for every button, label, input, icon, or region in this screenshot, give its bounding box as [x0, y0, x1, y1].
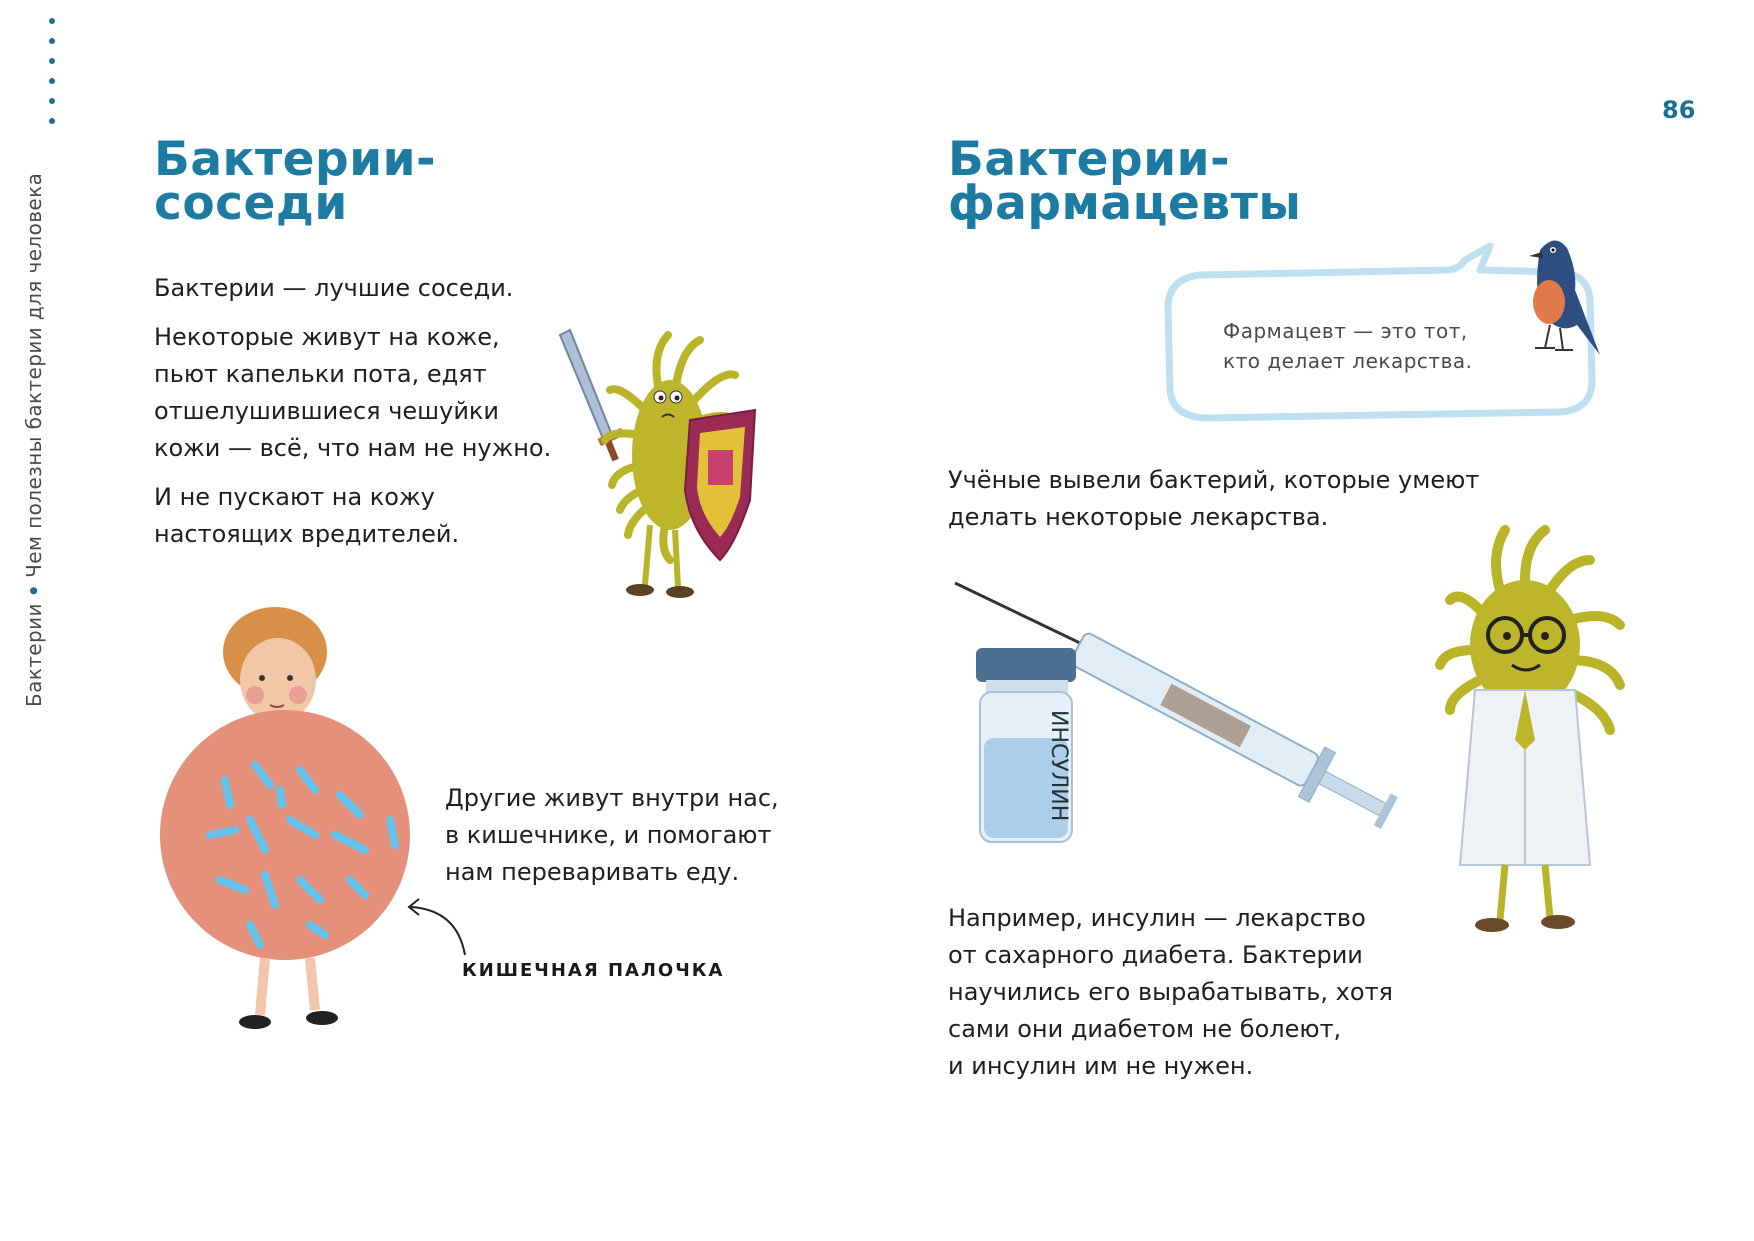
running-head-section: Бактерии	[22, 603, 46, 707]
running-head-chapter: Чем полезны бактерии для человека	[22, 172, 46, 578]
left-title-line-2: соседи	[154, 176, 348, 231]
left-paragraph-1: Бактерии — лучшие соседи.	[154, 274, 514, 302]
vial-label: ИНСУЛИН	[1046, 710, 1071, 822]
ecoli-caption: КИШЕЧНАЯ ПАЛОЧКА	[462, 960, 725, 981]
bubble-text: Фармацевт — это тот, кто делает лекарства.	[1223, 319, 1473, 373]
insulin-vial-icon	[972, 648, 1082, 848]
left-paragraph-2: Некоторые живут на коже, пьют капельки пота, едят отшелушившиеся чешуйки кожи — всё, что нам не нужно.	[154, 323, 552, 462]
left-paragraph-3: И не пускают на кожу настоящих вредителей.	[154, 483, 460, 548]
page-number: 86	[1662, 96, 1696, 124]
boy-holding-bacteria-disc-icon	[150, 590, 440, 1050]
arrow-icon	[405, 895, 475, 965]
inside-body-text: Другие живут внутри нас, в кишечнике, и помогают нам переваривать еду.	[445, 784, 779, 886]
running-head	[22, 147, 50, 707]
running-head-dots	[49, 18, 57, 138]
right-paragraph-2: Например, инсулин — лекарство от сахарного диабета. Бактерии научились его вырабатывать, хотя сами они диабетом не болеют, и инсулин им не нужен.	[948, 904, 1393, 1080]
left-body-text	[154, 270, 574, 565]
knight-bacterium-icon	[550, 315, 775, 615]
right-title-line-1: Бактерии-	[948, 132, 1231, 187]
left-title-line-1: Бактерии-	[154, 132, 437, 187]
right-paragraph-1: Учёные вывели бактерий, которые умеют делать некоторые лекарства.	[948, 466, 1480, 531]
right-title-line-2: фармацевты	[948, 176, 1302, 231]
scientist-bacterium-icon	[1420, 520, 1640, 950]
right-page-title	[948, 132, 1302, 231]
running-head-separator: •	[22, 583, 46, 598]
left-page-title	[154, 132, 437, 231]
bird-icon	[1515, 230, 1615, 370]
